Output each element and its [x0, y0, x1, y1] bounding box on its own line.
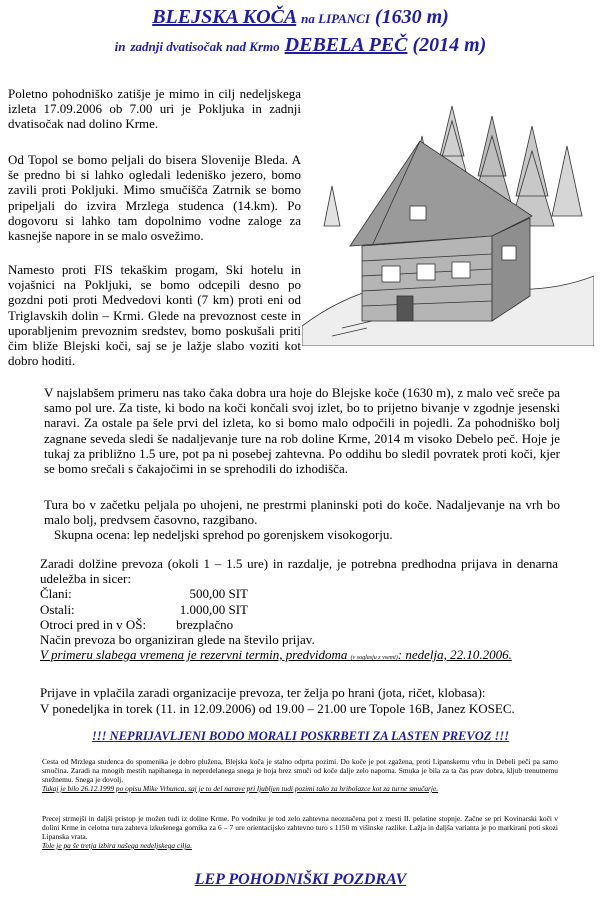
title2-prefix: in — [114, 39, 126, 54]
mountain-hut-illustration — [302, 96, 594, 346]
application-section — [40, 685, 558, 716]
route-description — [44, 497, 560, 543]
intro-paragraph-3: Namesto proti FIS tekaškim progam, Ski hotelu in vojašnici na Pokljuki, se bomo odcepili desno po gozdni poti proti Medvedovi konti (7 km) proti eni od Triglavskih dolin – Krmi. Glede na prevoznost ceste in uporabljenim prevoznim sredstev, bomo poskušali priti čim bliže Blejski koči, saj se je lažje slabo voziti kot dobro hoditi. — [8, 262, 301, 369]
fee-label: Člani: — [40, 586, 72, 602]
route-text: Tura bo v začetku peljala po uhojeni, ne prestrmi planinski poti do koče. Nadaljevanje na vrh bo malo bolj, predvsem časovno, razgibano. — [44, 497, 560, 528]
peak-description: zadnji dvatisočak nad Krmo — [130, 39, 280, 54]
closing-greeting: LEP POHODNIŠKI POZDRAV — [194, 871, 407, 888]
fee-label: Ostali: — [40, 601, 75, 617]
transport-note: Način prevoza bo organiziran glede na število prijav. — [40, 632, 315, 648]
fine-print-note: Tole je pa še tretja izbira našega nedeljskega cilja. — [42, 841, 192, 850]
fee-value: 500,00 SIT — [189, 586, 248, 602]
fee-value: brezplačno — [176, 616, 234, 632]
page-title-line-2 — [0, 34, 601, 57]
bad-weather-small: (v soglasju z vsemi) — [350, 655, 398, 662]
fee-row-children — [40, 617, 558, 632]
registration-section — [40, 556, 558, 666]
hut-altitude: (1630 m) — [374, 6, 449, 28]
reserve-date: : nedelja, 22.10.2006. — [397, 647, 512, 663]
overall-rating: Skupna ocena: lep nedeljski sprehod po gorenjskem visokogorju. — [54, 527, 393, 543]
application-line-2: V ponedeljka in torek (11. in 12.09.2006) od 19.00 – 21.00 ure Topole 16B, Janez KOSEC. — [40, 700, 515, 716]
bad-weather-text: V primeru slabega vremena je rezervni termin, predvidoma — [40, 647, 348, 663]
fee-row-others — [40, 602, 558, 617]
fee-value: 1.000,00 SIT — [179, 601, 248, 617]
hut-location: na LIPANCI — [301, 11, 370, 26]
fee-label: Otroci pred in v OŠ: — [40, 616, 147, 632]
fine-print-winter — [42, 757, 558, 793]
intro-paragraph-1: Poletno pohodniško zatišje je mimo in cilj nedeljskega izleta 17.09.2006 ob 7.00 uri je Pokljuka in zadnji dvatisočak nad dolino Krme. — [8, 86, 301, 132]
fine-print-krma — [42, 814, 558, 850]
fee-row-members — [40, 586, 558, 601]
fine-print-text: Cesta od Mrzlega studenca do spomenika je dobro plužena, Blejska koča je stalno odprta pozimi. Do koče je pot zgažena, proti Lipanskemu vrhu in Debeli peči pa samo smučina. Zaradi na mnogih mestih napihanega in nepredelanega snega je hoja brez smuči od koče dalje zelo naporna. Smuka je bila za ta čas prav dobra, kljub trenutnemu snežnemu. Snega je dovolj. — [42, 757, 558, 784]
fine-print-text: Precej strmejši in daljši pristop je možen tudi iz doline Krme. Po vodniku je tod zelo zahtevna neoznačena pot z mesti II. pelatine stopnje. Začne se pri Kovinarski koči v dolini Krme in celotna tura zahteva izkušenega gornika za 6 – 7 ure orientacijsko zahtevno turo s 1150 m višinske razlike. Lažja in daljša varianta je po markirani poti skozi Lipanska vrata. — [42, 814, 558, 841]
intro-paragraph-2: Od Topol se bomo peljali do bisera Slovenije Bleda. A še predno bi si lahko ogledali ledeniško jezero, bomo zavili proti Pokljuki. Mimo smučišča Zatrnik se bomo pripeljali do izvira Mrzlega studenca (14.km). Po dogovoru si lahko tam dopolnimo vodne zaloge za kasnejše napore in se malo osvežimo. — [8, 152, 301, 244]
peak-name: DEBELA PEČ — [284, 34, 408, 56]
peak-altitude: (2014 m) — [412, 34, 487, 56]
bad-weather-note — [40, 647, 558, 666]
transport-warning: !!! NEPRIJAVLJENI BODO MORALI POSKRBETI ZA LASTEN PREVOZ !!! — [91, 729, 510, 743]
registration-intro: Zaradi dolžine prevoza (okoli 1 – 1.5 ure) in razdalje, je potrebna predhodna prijava in denarna udeležba in sicer: — [40, 556, 558, 587]
fine-print-note: Tukaj je bilo 26.12.1999 po opisu Mike Vrhunca, saj je to del narave pri ljubljen tudi pozimi tako za hribolazce kot za turne smučarje. — [42, 784, 439, 793]
details-paragraph: V najslabšem primeru nas tako čaka dobra ura hoje do Blejske koče (1630 m), z malo več sreče pa samo pol ure. Za tiste, ki bodo na koči končali svoj izlet, bo to prijetno bivanje v zgodnje jesenski naravi. Za ostale pa šele prvi del izleta, ko si bomo malo odpočili in pojedli. Za pohodniško bolj zagnane seveda sledi še nadaljevanje ture na rob doline Krme, 2014 m visoko Debelo peč. Hoje je tukaj za približno 1.5 ure, pot pa ni posebej zahtevna. Po oddihu bo sledil povratek proti koči, kjer se bomo srečali s čakajočimi in se sprehodili do izhodišča. — [44, 385, 560, 477]
page-title-line-1 — [0, 6, 601, 29]
application-line-1: Prijave in vplačila zaradi organizacije prevoza, ter želja po hrani (jota, ričet, klobasa): — [40, 685, 486, 700]
hut-name: BLEJSKA KOČA — [152, 6, 297, 28]
